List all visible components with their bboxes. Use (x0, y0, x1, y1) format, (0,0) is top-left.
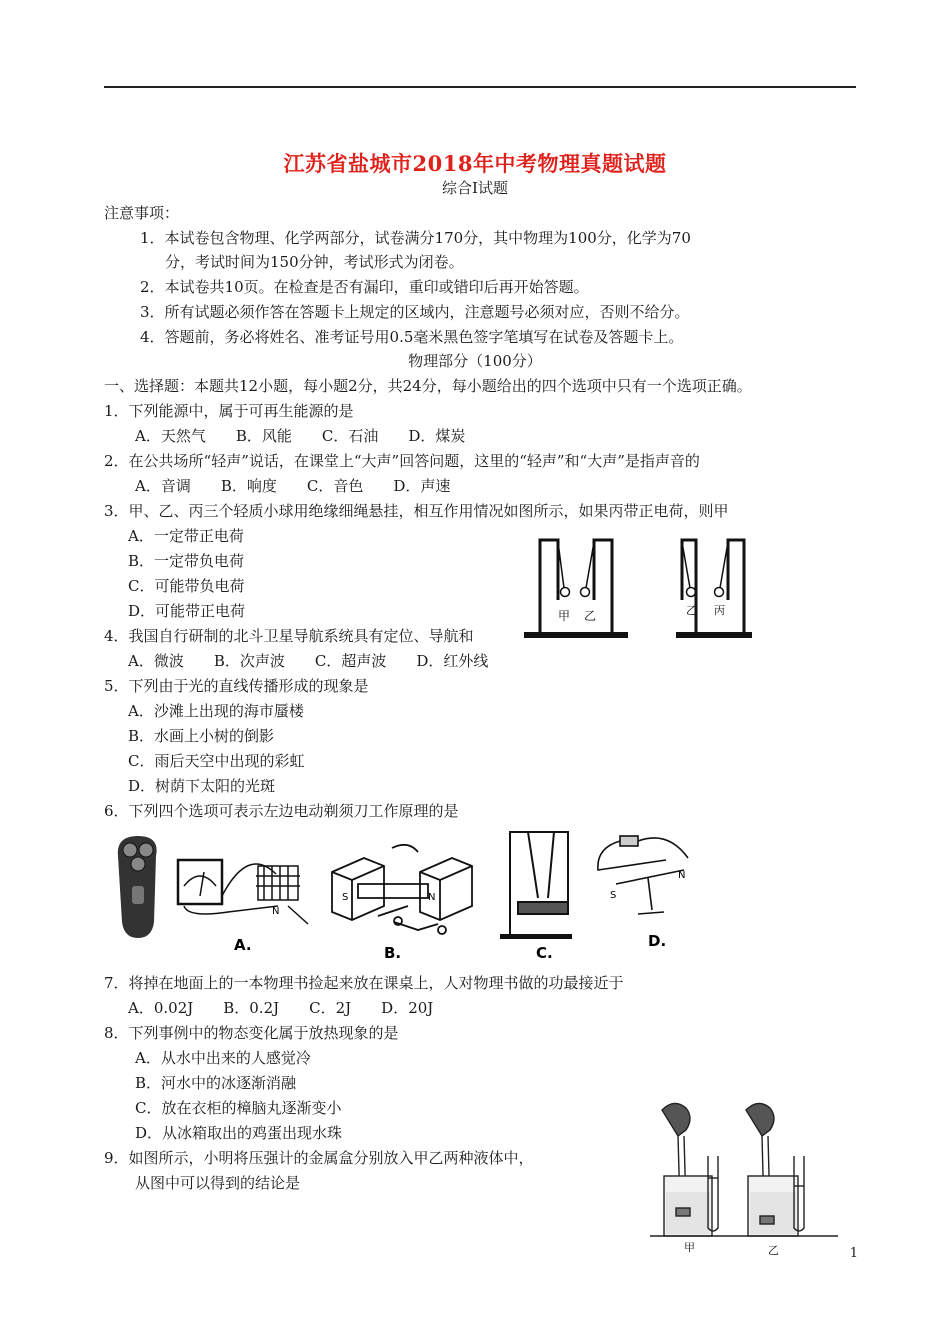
q3-option-a: A．一定带正电荷 (128, 527, 244, 545)
q3-label-jia: 甲 (558, 609, 571, 623)
q5-option-d: D．树荫下太阳的光斑 (128, 777, 276, 795)
q7-stem: 7．将掉在地面上的一本物理书捡起来放在课桌上，人对物理书做的功最接近于 (104, 974, 624, 992)
q6-label-b: B. (384, 944, 402, 962)
q8-option-d: D．从冰箱取出的鸡蛋出现水珠 (135, 1124, 343, 1142)
q9-stem: 9．如图所示，小明将压强计的金属盒分别放入甲乙两种液体中， (104, 1149, 534, 1167)
shaver-image (118, 836, 157, 938)
q8-stem: 8．下列事例中的物态变化属于放热现象的是 (104, 1024, 399, 1042)
q6-d-needle-n: N (678, 870, 686, 881)
q9-stem-cont: 从图中可以得到的结论是 (135, 1174, 301, 1192)
q6-b-magnet-s: S (342, 892, 349, 903)
q6-label-d: D. (648, 932, 667, 950)
q8-option-a: A．从水中出来的人感觉冷 (135, 1049, 311, 1067)
notes-item-2: 2．本试卷共10页。在检查是否有漏印，重印或错印后再开始答题。 (140, 278, 589, 296)
q4-stem: 4．我国自行研制的北斗卫星导航系统具有定位、导航和 (104, 627, 474, 645)
part1-heading: 一、选择题：本题共12小题，每小题2分，共24分，每小题给出的四个选项中只有一个选项正确。 (104, 377, 752, 395)
q3-label-yi: 乙 (584, 609, 597, 623)
q4-options: A．微波 B．次声波 C．超声波 D．红外线 (128, 652, 489, 670)
q6-label-a: A. (234, 936, 252, 954)
q3-option-d: D．可能带正电荷 (128, 602, 246, 620)
notes-item-4: 4．答题前，务必将姓名、准考证号用0.5毫米黑色签字笔填写在试卷及答题卡上。 (140, 328, 684, 346)
q3-option-c: C．可能带负电荷 (128, 577, 245, 595)
q5-option-b: B．水画上小树的倒影 (128, 727, 275, 745)
q3-figure (520, 530, 782, 642)
q1-stem: 1．下列能源中，属于可再生能源的是 (104, 402, 354, 420)
page-number: 1 (849, 1246, 858, 1261)
q6-stem: 6．下列四个选项可表示左边电动剃须刀工作原理的是 (104, 802, 459, 820)
q6-label-c: C. (536, 944, 553, 962)
q7-options: A．0.02J B．0.2J C．2J D．20J (128, 999, 434, 1017)
q9-figure (650, 1096, 840, 1261)
q9-label-jia: 甲 (684, 1241, 695, 1254)
q9-label-yi: 乙 (768, 1244, 779, 1257)
q8-option-c: C．放在衣柜的樟脑丸逐渐变小 (135, 1099, 342, 1117)
section-heading: 物理部分（100分） (408, 352, 542, 370)
page-title: 江苏省盐城市2018年中考物理真题试题 (283, 151, 667, 176)
q5-option-a: A．沙滩上出现的海市蜃楼 (128, 702, 304, 720)
q1-options: A．天然气 B．风能 C．石油 D．煤炭 (135, 427, 466, 445)
q2-options: A．音调 B．响度 C．音色 D．声速 (135, 477, 451, 495)
q2-stem: 2．在公共场所“轻声”说话，在课堂上“大声”回答问题，这里的“轻声”和“大声”是指声音的 (104, 452, 700, 470)
q8-option-b: B．河水中的冰逐渐消融 (135, 1074, 297, 1092)
q6-b-magnet-n: N (428, 892, 436, 903)
q3-label-bing: 丙 (714, 604, 725, 617)
q6-figure (108, 826, 708, 964)
q3-stem: 3．甲、乙、丙三个轻质小球用绝缘细绳悬挂，相互作用情况如图所示，如果丙带正电荷，则甲 (104, 502, 729, 520)
notes-heading: 注意事项： (104, 204, 180, 222)
notes-item-3: 3．所有试题必须作答在答题卡上规定的区域内，注意题号必须对应，否则不给分。 (140, 303, 690, 321)
q5-option-c: C．雨后天空中出现的彩虹 (128, 752, 305, 770)
page-subtitle: 综合Ⅰ试题 (442, 179, 508, 197)
notes-item-1: 1．本试卷包含物理、化学两部分，试卷满分170分，其中物理为100分，化学为70 (140, 229, 691, 247)
q6-d-needle-s: S (610, 890, 617, 901)
q3-label-yi-2: 乙 (686, 604, 697, 617)
q6-a-magnet-n: N (272, 906, 280, 917)
q5-stem: 5．下列由于光的直线传播形成的现象是 (104, 677, 369, 695)
notes-item-1-cont: 分，考试时间为150分钟，考试形式为闭卷。 (165, 253, 464, 271)
q3-option-b: B．一定带负电荷 (128, 552, 245, 570)
header-rule (104, 86, 856, 88)
